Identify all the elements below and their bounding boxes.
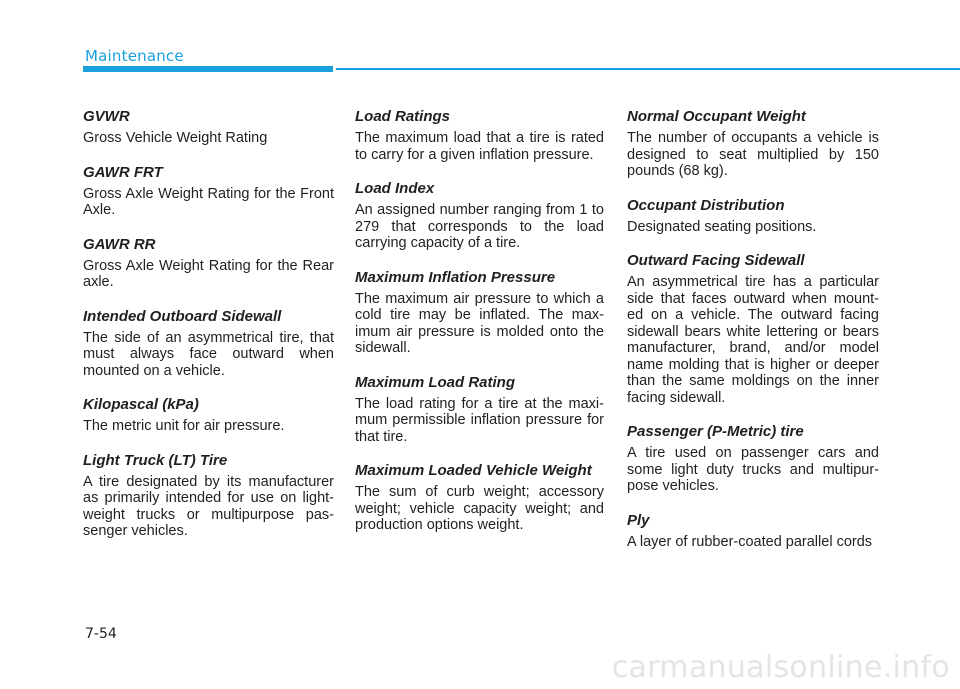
glossary-definition: An assigned number ranging from 1 to 279 that corresponds to the load carrying capacity of a tire. xyxy=(355,202,604,251)
glossary-definition: The metric unit for air pressure. xyxy=(83,418,285,434)
glossary-definition: The maximum load that a tire is rated to carry for a given inflation pressure. xyxy=(355,130,604,163)
glossary-entry xyxy=(355,109,604,163)
glossary-column-1 xyxy=(83,109,334,540)
glossary-entry xyxy=(83,165,334,219)
glossary-term: Load Ratings xyxy=(355,108,451,125)
glossary-term: Outward Facing Sidewall xyxy=(627,252,805,269)
glossary-term: Maximum Loaded Vehicle Weight xyxy=(355,462,592,479)
glossary-entry xyxy=(627,513,879,551)
glossary-entry xyxy=(355,463,604,534)
header-rule-thin xyxy=(336,68,960,70)
glossary-term: Ply xyxy=(627,511,650,529)
glossary-term: GAWR RR xyxy=(83,235,156,253)
glossary-term: GAWR FRT xyxy=(83,163,163,181)
glossary-definition: Gross Axle Weight Rating for the Front Axle. xyxy=(83,185,334,218)
glossary-definition: Designated seating positions. xyxy=(627,218,817,235)
glossary-term: Light Truck (LT) Tire xyxy=(83,451,228,469)
glossary-definition: A tire used on passenger cars and some light duty trucks and multipur-pose vehicles. xyxy=(627,445,879,494)
glossary-definition: The sum of curb weight; accessory weight; vehicle capacity weight; and production options weight. xyxy=(355,484,604,533)
glossary-entry xyxy=(83,109,334,147)
glossary-definition: The maximum air pressure to which a cold tire may be inflated. The max-imum air pressure is molded onto the sidewall. xyxy=(355,290,604,356)
glossary-term: Kilopascal (kPa) xyxy=(83,396,199,413)
glossary-entry xyxy=(355,181,604,252)
page-number: 7-54 xyxy=(85,626,117,642)
section-title: Maintenance xyxy=(85,47,184,65)
glossary-definition: A tire designated by its manufacturer as primarily intended for use on light-weight trucks or multipurpose pas-senger vehicles. xyxy=(83,473,334,539)
glossary-entry xyxy=(627,198,879,236)
glossary-definition: The load rating for a tire at the maxi-mum permissible inflation pressure for that tire. xyxy=(355,395,604,445)
glossary-definition: The number of occupants a vehicle is designed to seat multiplied by 150 pounds (68 kg). xyxy=(627,130,879,179)
glossary-term: Maximum Load Rating xyxy=(355,373,516,391)
glossary-definition: Gross Axle Weight Rating for the Rear axle. xyxy=(83,257,334,290)
glossary-term: Maximum Inflation Pressure xyxy=(355,268,556,286)
glossary-entry xyxy=(627,253,879,406)
glossary-term: GVWR xyxy=(83,108,130,125)
glossary-entry xyxy=(83,453,334,540)
glossary-term: Passenger (P-Metric) tire xyxy=(627,423,804,440)
glossary-term: Occupant Distribution xyxy=(627,196,785,214)
watermark-text: carmanualsonline.info xyxy=(611,650,950,685)
header-rule-thick xyxy=(83,66,333,72)
glossary-entry xyxy=(627,424,879,495)
glossary-term: Intended Outboard Sidewall xyxy=(83,307,282,325)
glossary-definition: The side of an asymmetrical tire, that must always face outward when mounted on a vehicle. xyxy=(83,329,334,379)
glossary-entry xyxy=(355,375,604,446)
glossary-column-3 xyxy=(627,109,879,550)
glossary-entry xyxy=(83,309,334,380)
glossary-term: Normal Occupant Weight xyxy=(627,108,806,125)
glossary-entry xyxy=(355,270,604,357)
glossary-definition: An asymmetrical tire has a particular side that faces outward when mount-ed on a vehicle. The outward facing sidewall bears white lettering or bears manufacturer, brand, and/or model name molding that is higher or deeper than the same moldings on the inner facing sidewall. xyxy=(627,274,879,406)
glossary-definition: Gross Vehicle Weight Rating xyxy=(83,130,268,146)
glossary-column-2 xyxy=(355,109,604,534)
glossary-entry xyxy=(83,237,334,291)
glossary-definition: A layer of rubber-coated parallel cords xyxy=(627,533,873,550)
glossary-term: Load Index xyxy=(355,180,435,197)
glossary-entry xyxy=(83,397,334,435)
glossary-entry xyxy=(627,109,879,180)
